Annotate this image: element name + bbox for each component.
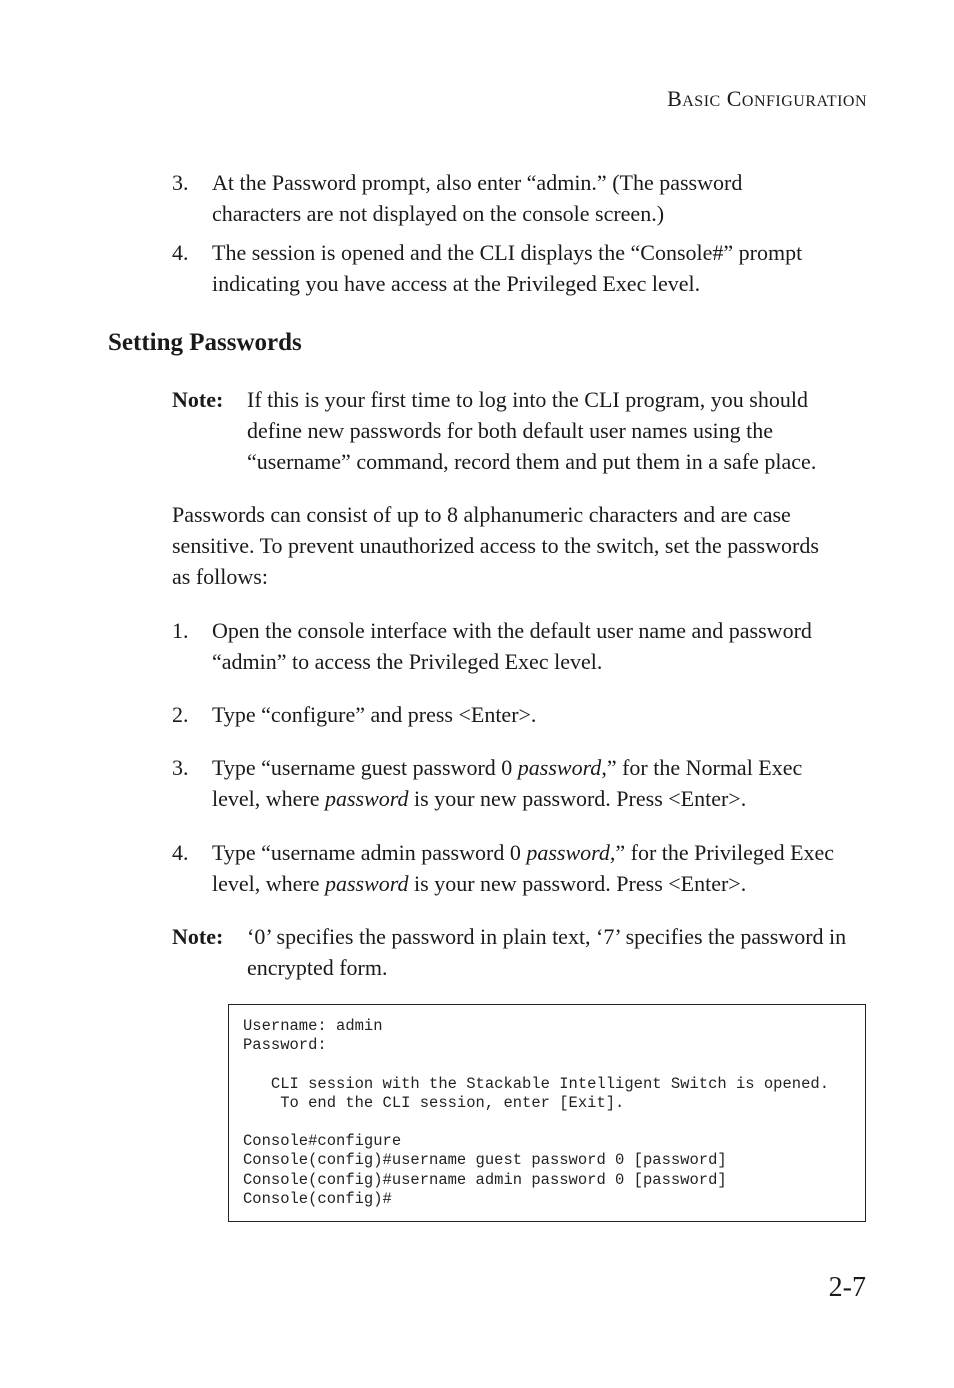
note-text [247,384,867,477]
password-placeholder: password [517,755,602,780]
header-word2-initial: C [726,86,742,111]
step-text-segment: level, where [212,871,325,896]
step-line [212,837,872,868]
step-number: 2. [172,702,189,727]
note-label: Note: [172,387,224,412]
password-placeholder: password [526,840,610,865]
page-number: 2-7 [828,1272,866,1303]
console-output: Username: admin Password: CLI session with the Stackable Intelligent Switch is opened. To end the CLI session, enter [Exit]. Console#configure Console(config)#username guest password 0 [password] Console(config)#username admin password 0 [password] Console(config)# [243,1017,829,1208]
console-example-box [228,1004,866,1222]
password-placeholder: password [325,871,409,896]
paragraph-line: sensitive. To prevent unauthorized access to the switch, set the passwords [172,533,819,558]
step-text-segment: Type “username guest password 0 [212,755,518,780]
step-text [212,699,872,730]
step-text [212,837,872,899]
step-line: The session is opened and the CLI displays the “Console#” prompt [212,240,803,265]
step-text [212,237,872,299]
step-number: 3. [172,755,189,780]
running-header [667,86,867,112]
step-number: 4. [172,840,189,865]
step-text-segment: ,” for the Normal Exec [601,755,803,780]
step-text-segment: is your new password. Press <Enter>. [408,786,747,811]
step-number: 4. [172,240,189,265]
section-heading: Setting Passwords [108,329,302,356]
note-line: If this is your first time to log into the CLI program, you should [247,387,808,412]
header-word2-rest: ONFIGURATION [741,93,867,110]
password-placeholder: password [325,786,409,811]
step-text-segment: ,” for the Privileged Exec [609,840,835,865]
step-line: indicating you have access at the Privileged Exec level. [212,271,701,296]
note-line: define new passwords for both default user names using the [247,418,774,443]
step-line [212,868,872,899]
step-number: 3. [172,170,189,195]
step-line [212,783,872,814]
step-line: Open the console interface with the default user name and password [212,618,812,643]
note-text [247,921,872,983]
step-text-segment: Type “username admin password 0 [212,840,527,865]
note-label: Note: [172,924,224,949]
step-text [212,752,872,814]
note-line: “username” command, record them and put them in a safe place. [247,449,817,474]
paragraph-line: as follows: [172,564,268,589]
step-text-segment: level, where [212,786,325,811]
step-line: “admin” to access the Privileged Exec level. [212,649,603,674]
step-text-segment: is your new password. Press <Enter>. [408,871,747,896]
step-number: 1. [172,618,189,643]
step-line: characters are not displayed on the console screen.) [212,201,665,226]
note-line: ‘0’ specifies the password in plain text, ‘7’ specifies the password in [247,924,847,949]
step-text [212,615,872,677]
body-paragraph [172,499,872,592]
step-line: Type “configure” and press <Enter>. [212,702,537,727]
step-line [212,752,872,783]
step-line: At the Password prompt, also enter “admin.” (The password [212,170,743,195]
paragraph-line: Passwords can consist of up to 8 alphanumeric characters and are case [172,502,791,527]
header-word1-rest: ASIC [682,93,721,110]
step-text [212,167,872,229]
header-word1-initial: B [667,86,683,111]
note-line: encrypted form. [247,955,388,980]
